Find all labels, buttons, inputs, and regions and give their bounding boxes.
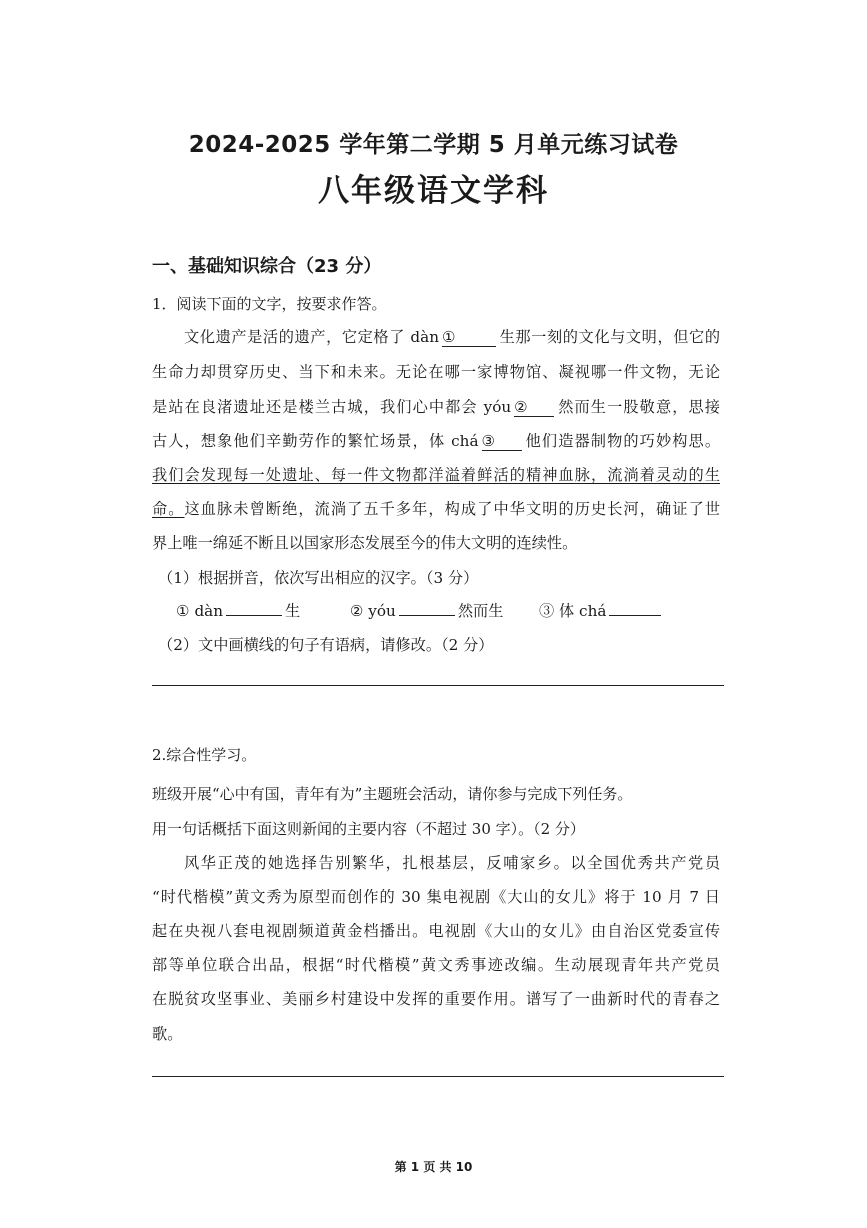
q2-news-line-4: 部等单位联合出品，根据“时代楷模”黄文秀事迹改编。生动展现青年共产党员 [152, 956, 720, 974]
q1-sub-1: （1）根据拼音，依次写出相应的汉字。（3 分） [158, 569, 479, 587]
q2-task: 用一句话概括下面这则新闻的主要内容（不超过 30 字）。（2 分） [152, 820, 585, 838]
fill-blank-c[interactable] [609, 615, 661, 616]
q1-passage-line-2: 生命力却贯穿历史、当下和未来。无论在哪一家博物馆、凝视哪一件文物，无论 [152, 363, 720, 381]
answer-line-1[interactable] [152, 685, 724, 686]
blank-2: ② [514, 398, 554, 417]
blank-3: ③ [482, 432, 522, 451]
q1-passage-line-1: 文化遗产是活的遗产，它定格了 dàn ① 生那一刻的文化与文明，但它的 [184, 328, 721, 346]
q2-news-line-5: 在脱贫攻坚事业、美丽乡村建设中发挥的重要作用。谱写了一曲新时代的青春之 [152, 990, 720, 1008]
exam-title: 2024-2025 学年第二学期 5 月单元练习试卷 [188, 132, 679, 158]
question-1-prompt: 1．阅读下面的文字，按要求作答。 [152, 295, 387, 313]
fill-blank-b[interactable] [399, 615, 455, 616]
q1-passage-line-3: 是站在良渚遗址还是楼兰古城，我们心中都会 yóu ② 然而生一股敬意，思接 [152, 398, 720, 416]
q2-intro: 班级开展“心中有国，青年有为”主题班会活动，请你参与完成下列任务。 [152, 785, 633, 803]
q2-news-line-1: 风华正茂的她选择告别繁华，扎根基层，反哺家乡。以全国优秀共产党员 [184, 854, 720, 872]
q1-passage-line-4: 古人，想象他们辛勤劳作的繁忙场景，体 chá ③ 他们造器制物的巧妙构思。 [152, 432, 721, 450]
q1-passage-line-7: 界上唯一绵延不断且以国家形态发展至今的伟大文明的连续性。 [152, 534, 578, 552]
q1-fill-row: ① dàn 生 ② yóu 然而生 ③ 体 chá [176, 600, 664, 621]
q1-passage-underlined-line: 我们会发现每一处遗址、每一件文物都洋溢着鲜活的精神血脉，流淌着灵动的生 [152, 466, 720, 484]
q2-news-line-3: 起在央视八套电视剧频道黄金档播出。电视剧《大山的女儿》由自治区党委宣传 [152, 922, 720, 940]
q1-passage-line-6: 命。这血脉未曾断绝，流淌了五千多年，构成了中华文明的历史长河，确证了世 [152, 500, 721, 518]
section-heading: 一、基础知识综合（23 分） [152, 256, 382, 277]
fill-blank-a[interactable] [226, 615, 282, 616]
answer-line-2[interactable] [152, 1076, 724, 1077]
q2-news-line-6: 歌。 [152, 1025, 183, 1043]
q2-news-line-2: “时代楷模”黄文秀为原型而创作的 30 集电视剧《大山的女儿》将于 10 月 7 日 [152, 888, 720, 906]
page-number: 第 1 页 共 10 [394, 1160, 473, 1174]
blank-1: ① [442, 328, 496, 347]
q1-sub-2: （2）文中画横线的句子有语病，请修改。（2 分） [158, 636, 494, 654]
exam-subject: 八年级语文学科 [318, 173, 549, 209]
question-2-prompt: 2.综合性学习。 [152, 746, 257, 764]
